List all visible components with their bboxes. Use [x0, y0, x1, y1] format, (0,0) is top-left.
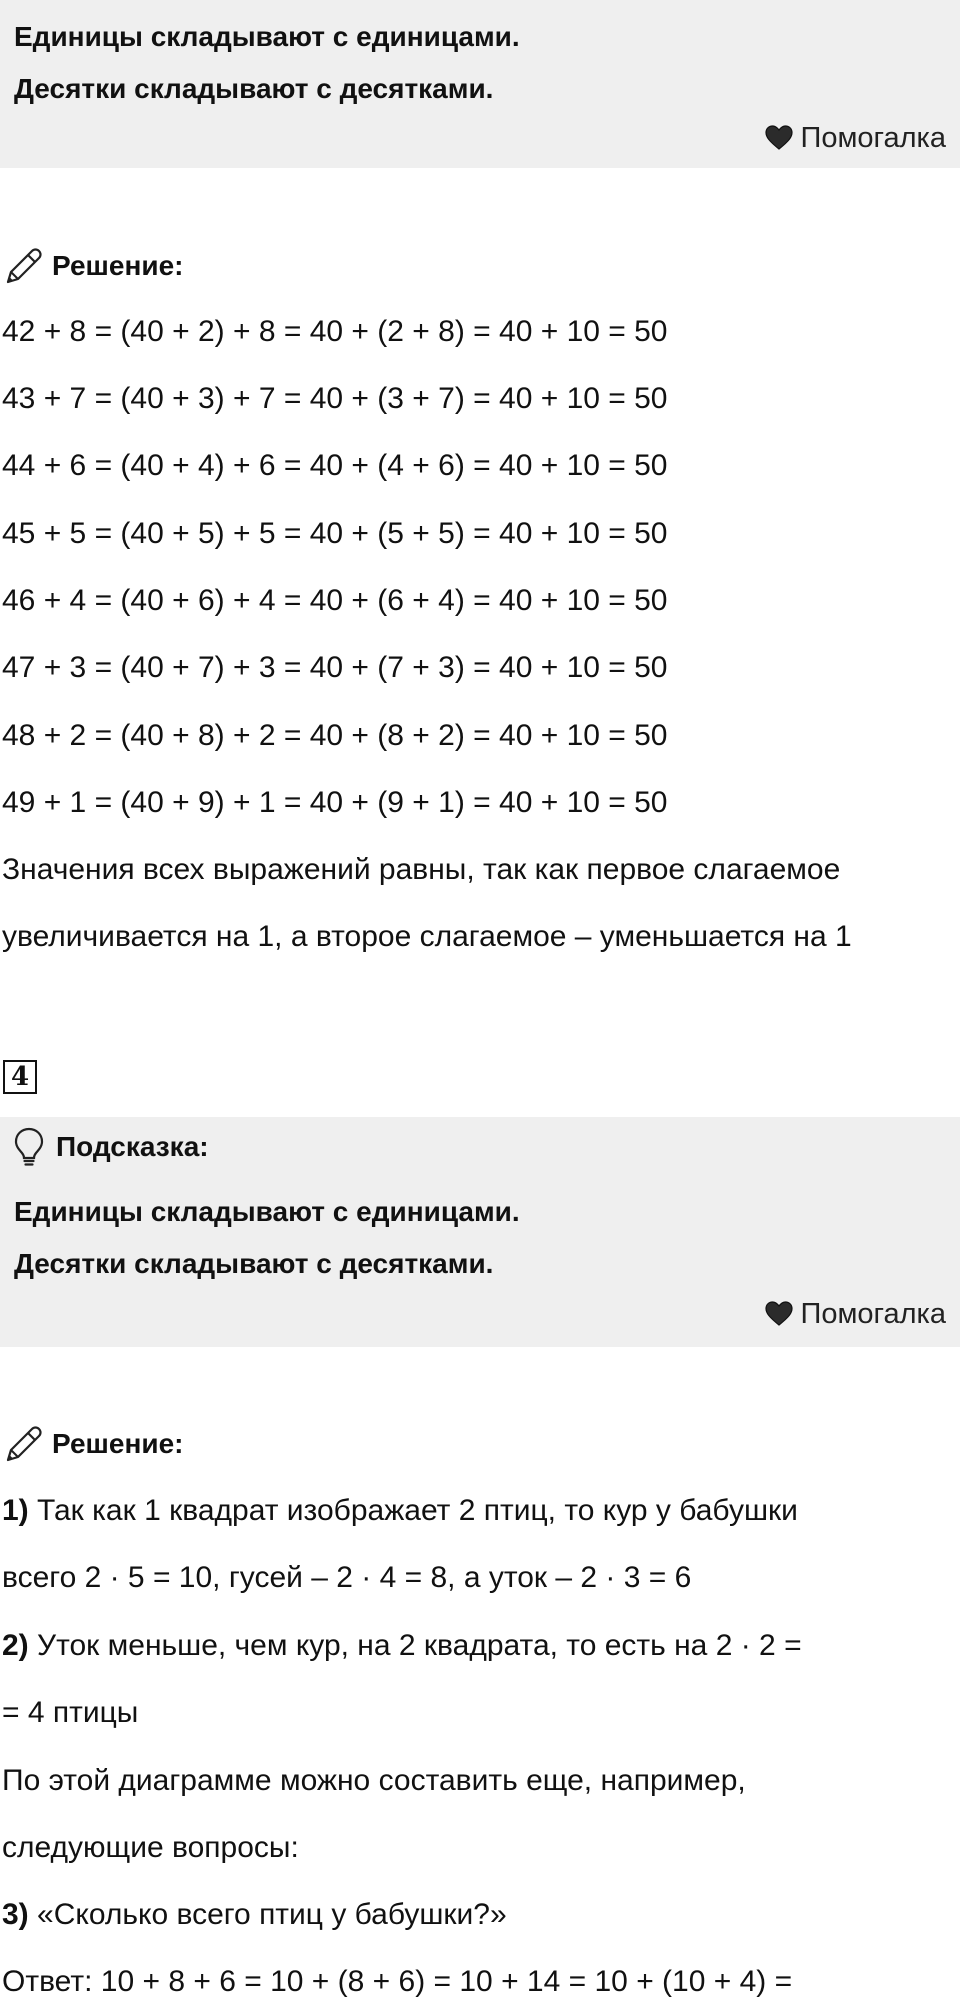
paragraph-text: «Сколько всего птиц у бабушки?» [28, 1898, 507, 1931]
solution-title: Решение: [52, 1428, 184, 1459]
answer-line: Ответ: 10 + 8 + 6 = 10 + (8 + 6) = 10 + 14 = 10 + (10 + 4) = [2, 1965, 793, 1998]
paragraph-continuation: всего 2 · 5 = 10, гусей – 2 · 4 = 8, а уток – 2 · 3 = 6 [2, 1561, 692, 1594]
hint-box [0, 0, 960, 168]
equation-line: 49 + 1 = (40 + 9) + 1 = 40 + (9 + 1) = 40 + 10 = 50 [2, 786, 668, 819]
heart-icon [765, 1301, 793, 1327]
pencil-icon [4, 246, 44, 286]
hint-line-tens: Десятки складывают с десятками. [14, 73, 494, 104]
pomogalka-label: Помогалка [800, 1298, 946, 1330]
hint-line-tens: Десятки складывают с десятками. [14, 1248, 494, 1279]
answer-paragraph [2, 1895, 507, 1935]
conclusion-text: Значения всех выражений равны, так как первое слагаемое [2, 853, 841, 886]
pencil-icon [4, 1424, 44, 1464]
paragraph-continuation: = 4 птицы [2, 1696, 139, 1729]
item-number: 3) [2, 1898, 29, 1931]
pomogalka-link[interactable] [765, 121, 946, 155]
equation-line: 44 + 6 = (40 + 4) + 6 = 40 + (4 + 6) = 40 + 10 = 50 [2, 449, 668, 482]
equation-line: 47 + 3 = (40 + 7) + 3 = 40 + (7 + 3) = 40 + 10 = 50 [2, 651, 668, 684]
paragraph-text: Так как 1 квадрат изображает 2 птиц, то кур у бабушки [28, 1494, 798, 1527]
solution-header [4, 1424, 183, 1464]
note-text: следующие вопросы: [2, 1831, 299, 1864]
hint-title-label: Подсказка: [56, 1131, 209, 1162]
note-text: По этой диаграмме можно составить еще, например, [2, 1764, 746, 1797]
pomogalka-label: Помогалка [800, 122, 946, 154]
equation-line: 42 + 8 = (40 + 2) + 8 = 40 + (2 + 8) = 40 + 10 = 50 [2, 315, 668, 348]
hint-box [0, 1117, 960, 1347]
answer-paragraph [2, 1491, 798, 1531]
equation-line: 45 + 5 = (40 + 5) + 5 = 40 + (5 + 5) = 40 + 10 = 50 [2, 517, 668, 550]
conclusion-text: увеличивается на 1, а второе слагаемое – уменьшается на 1 [2, 920, 852, 953]
solution-header [4, 246, 183, 286]
item-number: 2) [2, 1629, 29, 1662]
equation-line: 43 + 7 = (40 + 3) + 7 = 40 + (3 + 7) = 40 + 10 = 50 [2, 382, 668, 415]
equation-line: 46 + 4 = (40 + 6) + 4 = 40 + (6 + 4) = 40 + 10 = 50 [2, 584, 668, 617]
task-number: 4 [3, 1060, 37, 1094]
answer-paragraph [2, 1626, 802, 1666]
paragraph-text: Уток меньше, чем кур, на 2 квадрата, то есть на 2 · 2 = [28, 1629, 802, 1662]
heart-icon [765, 125, 793, 151]
hint-title [14, 1127, 209, 1167]
solution-title: Решение: [52, 250, 184, 281]
lightbulb-icon [14, 1127, 44, 1167]
hint-line-units: Единицы складывают с единицами. [14, 1196, 520, 1227]
pomogalka-link[interactable] [765, 1297, 946, 1331]
item-number: 1) [2, 1494, 29, 1527]
equation-line: 48 + 2 = (40 + 8) + 2 = 40 + (8 + 2) = 40 + 10 = 50 [2, 719, 668, 752]
hint-line-units: Единицы складывают с единицами. [14, 21, 520, 52]
